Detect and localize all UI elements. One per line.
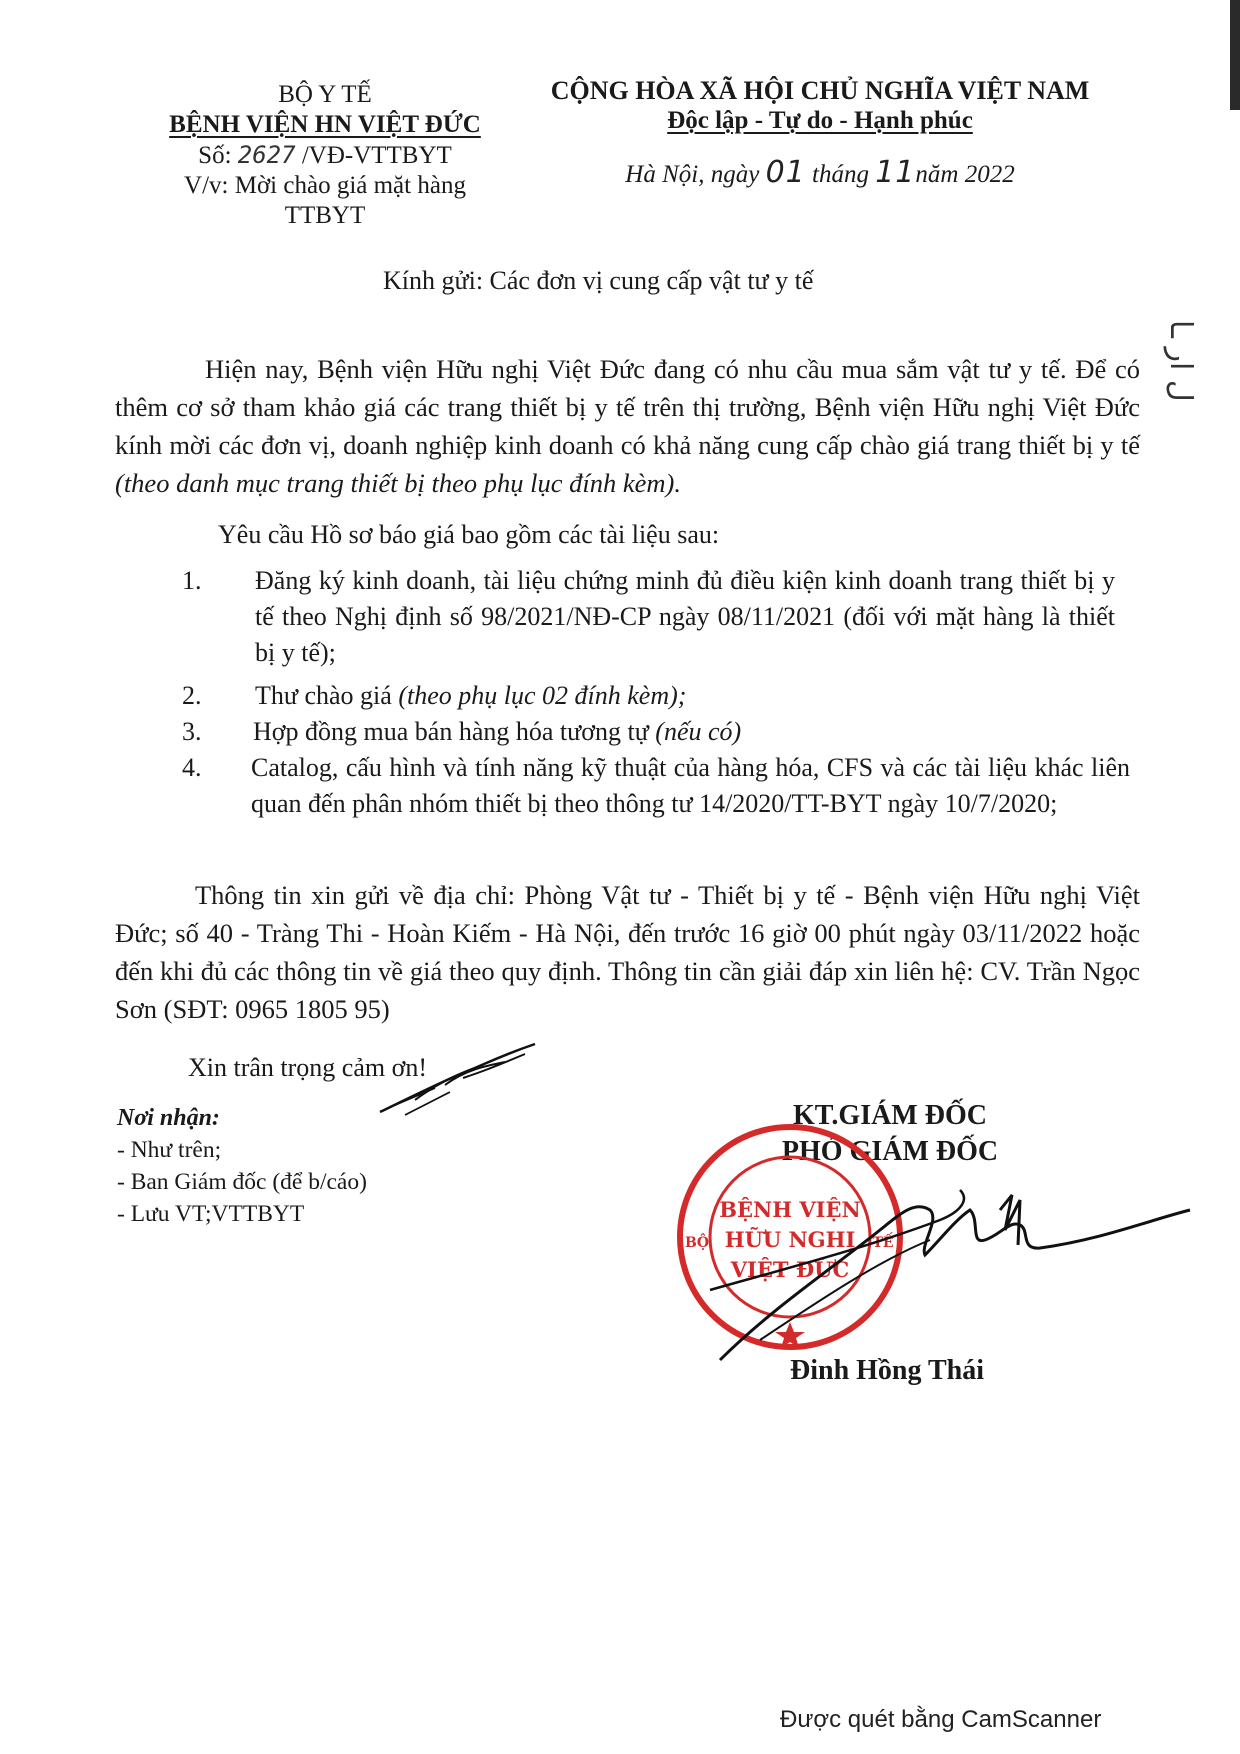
requirement-number: 3. xyxy=(182,717,202,746)
header-left xyxy=(130,80,520,231)
date-line xyxy=(520,155,1120,190)
side-handwritten-note: ل ار ـا xyxy=(1163,320,1198,402)
intro-italic: (theo danh mục trang thiết bị theo phụ lục đính kèm). xyxy=(115,468,681,498)
salutation: Kính gửi: Các đơn vị cung cấp vật tư y tế xyxy=(383,266,814,295)
recipients-block xyxy=(117,1102,367,1230)
header-right xyxy=(520,76,1120,190)
requirement-item-3 xyxy=(182,714,1115,750)
date-day-handwritten: 01 xyxy=(765,155,806,190)
requirement-number: 1. xyxy=(182,566,202,595)
requirement-item-4 xyxy=(182,750,1130,822)
hospital-name: BỆNH VIỆN HN VIỆT ĐỨC xyxy=(169,111,481,138)
recipient-item: - Lưu VT;VTTBYT xyxy=(117,1201,305,1227)
recipient-item: - Như trên; xyxy=(117,1137,222,1163)
stamp-line-3: VIỆT ĐỨC xyxy=(730,1257,850,1282)
intro-paragraph xyxy=(115,350,1140,502)
date-prefix: Hà Nội, ngày xyxy=(625,161,760,188)
signer-name: Đinh Hồng Thái xyxy=(790,1355,985,1386)
recipient-item: - Ban Giám đốc (để b/cáo) xyxy=(117,1169,367,1195)
director-signature xyxy=(700,1150,1200,1380)
requirement-italic: (theo phụ lục 02 đính kèm); xyxy=(398,681,687,710)
requirement-text: Catalog, cấu hình và tính năng kỹ thuật của hàng hóa, CFS và các tài liệu khác liên quan đến phân nhóm thiết bị theo thông tư 14/2020/TT-BYT ngày 10/7/2020; xyxy=(251,753,1130,818)
number-prefix: Số: xyxy=(198,142,232,169)
subject-line-2: TTBYT xyxy=(284,202,366,229)
document-number xyxy=(130,140,520,171)
requirement-italic: (nếu có) xyxy=(655,717,742,746)
requirement-text: Hợp đồng mua bán hàng hóa tương tự xyxy=(253,717,656,746)
signature-title-2: PHÓ GIÁM ĐỐC xyxy=(781,1136,999,1167)
contact-paragraph: Thông tin xin gửi về địa chỉ: Phòng Vật tư - Thiết bị y tế - Bệnh viện Hữu nghị Việt Đức; số 40 - Tràng Thi - Hoàn Kiếm - Hà Nội, đến trước 16 giờ 00 phút ngày 03/11/2022 hoặc đến khi đủ các thông tin về giá theo quy định. Thông tin cần giải đáp xin liên hệ: CV. Trần Ngọc Sơn (SĐT: 0965 1805 95) xyxy=(115,880,1140,1024)
requirement-number: 4. xyxy=(182,753,202,782)
page-edge-shadow xyxy=(1230,0,1240,110)
stamp-line-1: BỆNH VIỆN xyxy=(719,1197,861,1222)
stamp-line-2: HỮU NGHỊ xyxy=(724,1227,856,1252)
ministry-name: BỘ Y TẾ xyxy=(278,81,372,108)
number-handwritten: 2627 xyxy=(237,141,296,169)
date-month-label: tháng xyxy=(812,161,869,188)
stamp-right-text: TẾ xyxy=(872,1235,894,1251)
country-name: CỘNG HÒA XÃ HỘI CHỦ NGHĨA VIỆT NAM xyxy=(550,76,1090,105)
signature-title-1: KT.GIÁM ĐỐC xyxy=(793,1100,987,1131)
requirement-item-1 xyxy=(182,563,1115,671)
camscanner-footer: Được quét bằng CamScanner xyxy=(780,1706,1102,1733)
requirement-item-2 xyxy=(182,678,1115,714)
date-year: năm 2022 xyxy=(915,161,1015,188)
national-motto: Độc lập - Tự do - Hạnh phúc xyxy=(667,107,973,134)
requirement-text: Thư chào giá xyxy=(255,681,399,710)
date-month-handwritten: 11 xyxy=(875,155,916,190)
requirement-text: Đăng ký kinh doanh, tài liệu chứng minh đủ điều kiện kinh doanh trang thiết bị y tế theo Nghị định số 98/2021/NĐ-CP ngày 08/11/2021 (đối với mặt hàng là thiết bị y tế); xyxy=(255,566,1115,667)
requirement-number: 2. xyxy=(182,681,202,710)
requirements-heading: Yêu cầu Hồ sơ báo giá bao gồm các tài liệu sau: xyxy=(218,520,720,549)
closing-line: Xin trân trọng cảm ơn! xyxy=(188,1053,428,1082)
subject-line-1: V/v: Mời chào giá mặt hàng xyxy=(184,172,466,199)
recipients-heading: Nơi nhận: xyxy=(117,1105,220,1131)
number-suffix: /VĐ-VTTBYT xyxy=(301,142,452,169)
stamp-left-text: BỘ xyxy=(684,1235,710,1251)
intro-text: Hiện nay, Bệnh viện Hữu nghị Việt Đức đang có nhu cầu mua sắm vật tư y tế. Để có thêm cơ sở tham khảo giá các trang thiết bị y tế trên thị trường, Bệnh viện Hữu nghị Việt Đức kính mời các đơn vị, doanh nghiệp kinh doanh có khả năng cung cấp chào giá trang thiết bị y tế xyxy=(115,354,1140,460)
initial-signature-scribble xyxy=(375,1040,555,1120)
